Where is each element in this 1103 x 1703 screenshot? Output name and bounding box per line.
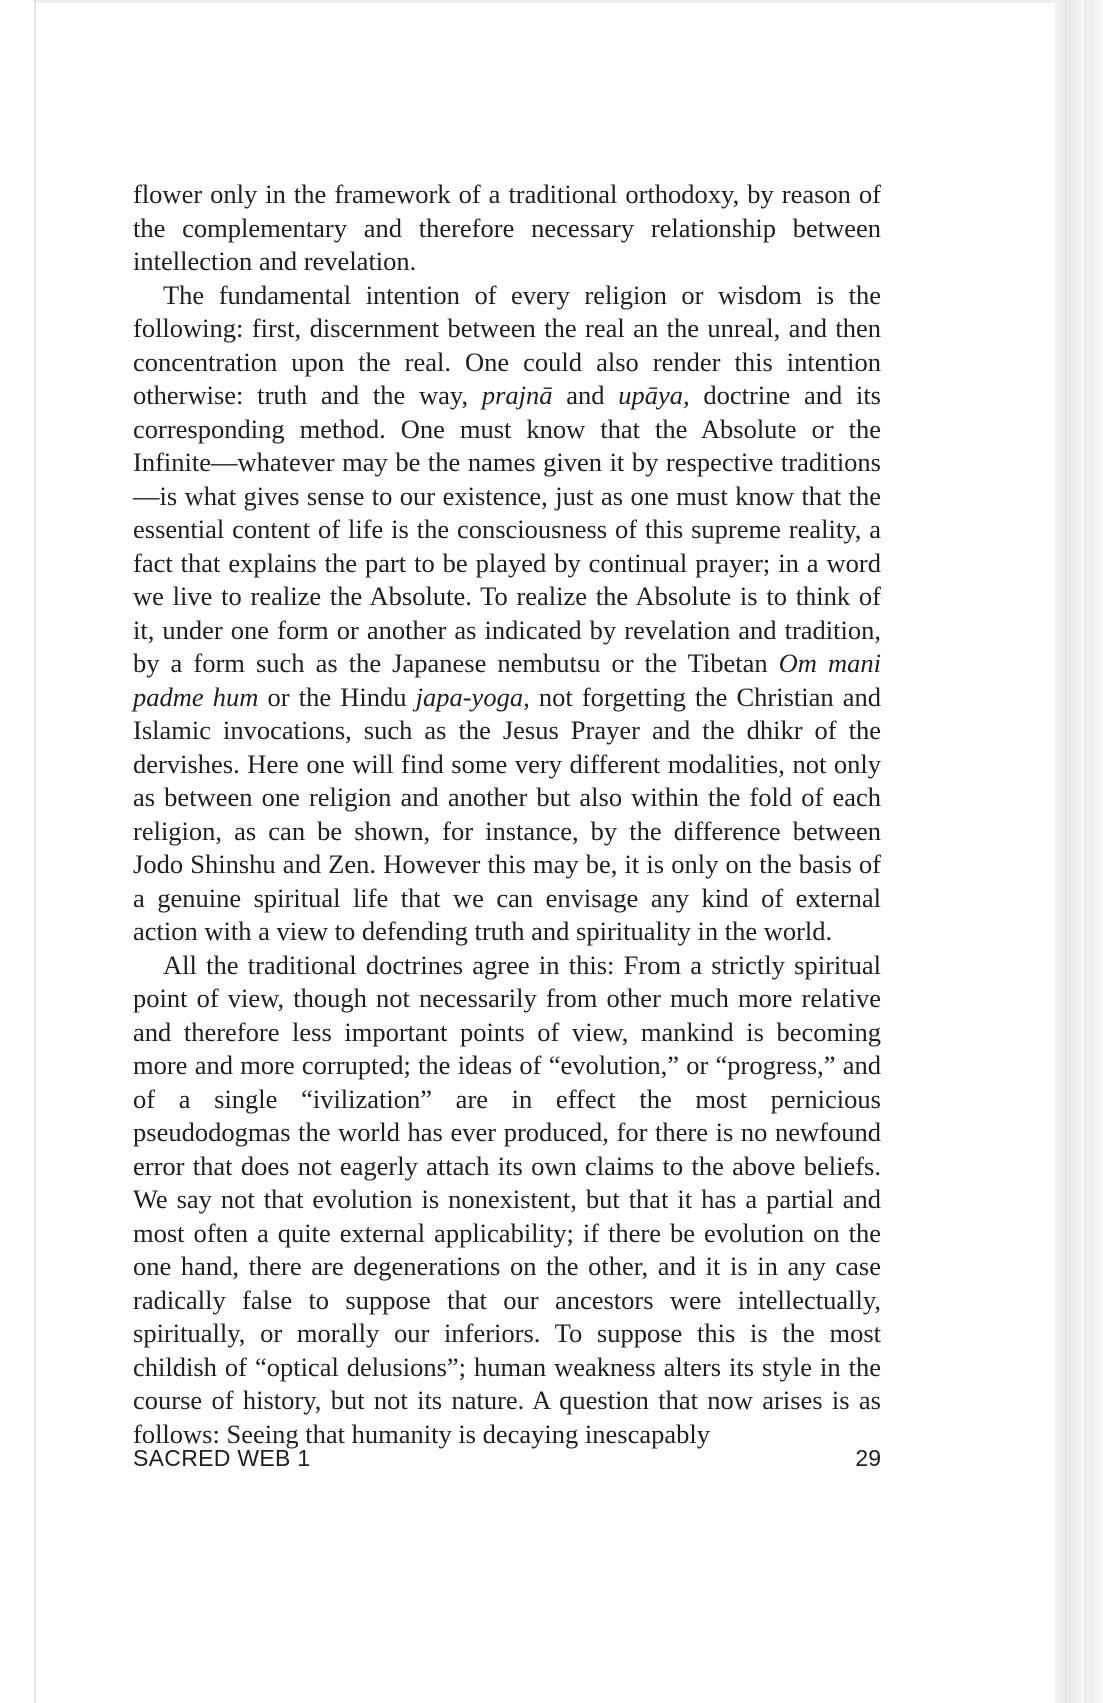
- paragraph-2-text-3: doctrine and its corresponding method. One must know that the Absolute or the Infinite—whatever may be the names given it by respective traditions—is what gives sense to our existence, just as one must know that the essential content of life is the consciousness of this supreme reality, a fact that explains the part to be played by continual prayer; in a word we live to realize the Absolute. To realize the Absolute is to think of it, under one form or another as indicated by revelation and tradition, by a form such as the Japanese nembutsu or the Tibetan: [133, 380, 881, 678]
- term-upaya: upāya,: [618, 380, 690, 410]
- paragraph-2-text-5: not forgetting the Christian and Islamic invocations, such as the Jesus Prayer and the dhikr of the dervishes. Here one will find some very different modalities, not only as between one religion and another but also within the fold of each religion, as can be shown, for instance, by the difference between Jodo Shinshu and Zen. However this may be, it is only on the basis of a genuine spiritual life that we can envisage any kind of external action with a view to defending truth and spirituality in the world.: [133, 681, 882, 946]
- paragraph-2: [133, 279, 881, 949]
- paragraph-3: All the traditional doctrines agree in this: From a strictly spiritual point of view, though not necessarily from other much more relative and therefore less important points of view, mankind is becoming more and more corrupted; the ideas of “evolution,” or “progress,” and of a single “ivilization” are in effect the most pernicious pseudodogmas the world has ever produced, for there is no newfound error that does not eagerly attach its own claims to the above beliefs. We say not that evolution is nonexistent, but that it has a partial and most often a quite external applicability; if there be evolution on the one hand, there are degenerations on the other, and it is in any case radically false to suppose that our ancestors were intellectually, spiritually, or morally our inferiors. To suppose this is the most childish of “optical delusions”; human weakness alters its style in the course of history, but not its nature. A question that now arises is as follows: Seeing that humanity is decaying inescapably: [133, 949, 881, 1449]
- term-om-mani-padme-hum: Om mani padme hum: [133, 648, 881, 712]
- body-text: [133, 178, 881, 1451]
- paragraph-2-text-2: and: [552, 380, 619, 410]
- journal-title: SACRED WEB 1: [133, 1445, 311, 1471]
- page-number: 29: [855, 1445, 881, 1471]
- scan-left-edge: [34, 0, 36, 1703]
- page-footer: [133, 1445, 881, 1477]
- scan-top-edge: [36, 0, 1055, 3]
- term-prajna: prajnā: [481, 380, 553, 410]
- paragraph-2-text-1: The fundamental intention of every religion or wisdom is the following: first, discernment between the real an the unreal, and then concentration upon the real. One could also render this intention otherwise: truth and the way,: [133, 279, 881, 410]
- scan-right-edge: [1055, 0, 1103, 1703]
- paragraph-1: flower only in the framework of a traditional orthodoxy, by reason of the complementary and therefore necessary relationship between intellection and revelation.: [133, 179, 881, 276]
- paragraph-2-text-4: or the Hindu: [258, 681, 416, 712]
- term-japa-yoga: japa-yoga,: [415, 681, 530, 712]
